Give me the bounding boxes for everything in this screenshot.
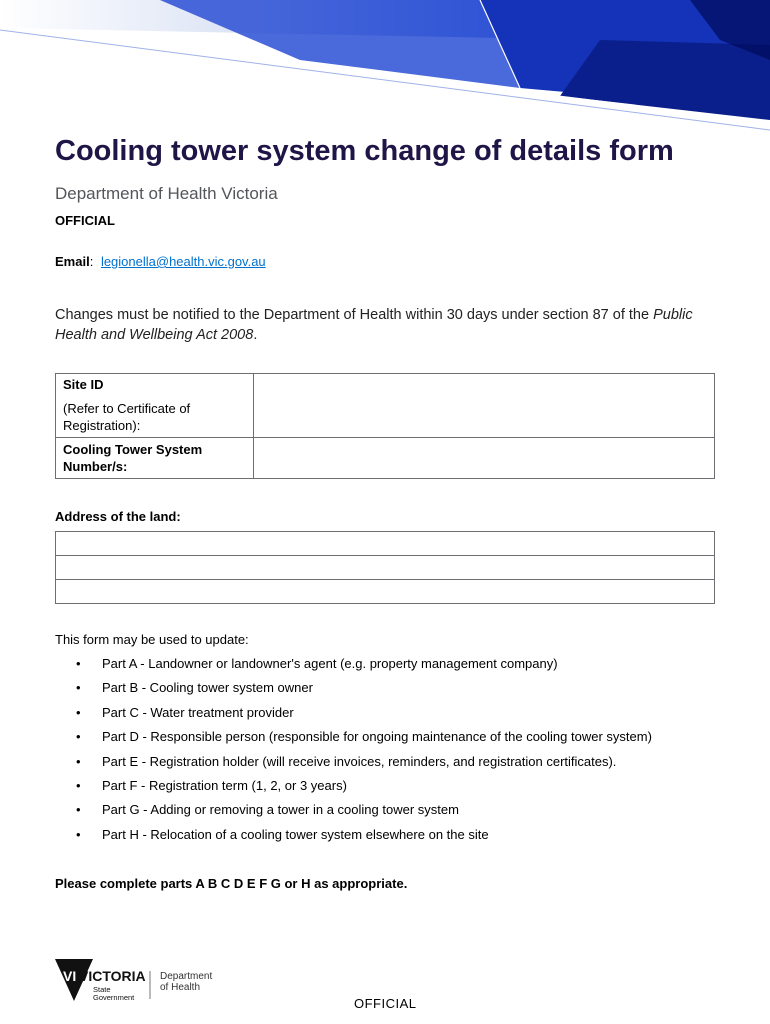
bullet-icon: • [76, 680, 81, 696]
site-id-hint: (Refer to Certificate of Registration): [63, 401, 191, 433]
address-row [56, 556, 715, 580]
completion-instruction: Please complete parts A B C D E F G or H as appropriate. [55, 876, 408, 891]
part-label: Part H - Relocation of a cooling tower system elsewhere on the site [102, 826, 489, 842]
address-row [56, 580, 715, 604]
site-id-label-cell [56, 374, 254, 438]
notification-notice [55, 305, 725, 345]
bullet-icon: • [76, 753, 81, 769]
part-label: Part D - Responsible person (responsible for ongoing maintenance of the cooling tower system) [102, 729, 652, 745]
form-title: Cooling tower system change of details form [55, 135, 674, 167]
address-label: Address of the land: [55, 509, 181, 524]
address-line-1-input[interactable] [56, 532, 715, 556]
bullet-icon: • [76, 656, 81, 671]
list-item [55, 727, 652, 751]
logo-word-part: VI [63, 968, 77, 984]
notice-text: Changes must be notified to the Department of Health within 30 days under section 87 of the [55, 307, 654, 323]
logo-government: Government [93, 993, 135, 1002]
victoria-state-government-logo [55, 957, 255, 1005]
part-label: Part E - Registration holder (will receive invoices, reminders, and registration certificates). [102, 753, 617, 769]
system-number-label-cell [56, 438, 254, 479]
site-id-label: Site ID [63, 377, 104, 392]
logo-dept-line2: of Health [160, 982, 201, 993]
logo-word: VICTORIA [79, 968, 146, 984]
part-label: Part G - Adding or removing a tower in a cooling tower system [102, 802, 459, 818]
list-item [55, 703, 652, 727]
list-item [55, 654, 652, 678]
list-item [55, 678, 652, 702]
department-name: Department of Health Victoria [55, 184, 278, 203]
list-item [55, 825, 652, 849]
system-number-label: Cooling Tower System Number/s: [63, 442, 203, 474]
address-table [55, 531, 715, 604]
address-line-2-input[interactable] [56, 556, 715, 580]
site-id-input-cell[interactable] [254, 374, 715, 438]
notice-act-name: Public Health and Wellbeing Act 2008 [55, 307, 693, 343]
classification-label: OFFICIAL [55, 213, 115, 228]
list-item [55, 800, 652, 824]
part-label: Part A - Landowner or landowner's agent (e.g. property management company) [102, 656, 558, 671]
footer-classification: OFFICIAL [354, 996, 417, 1011]
system-number-row [56, 438, 715, 479]
system-number-input-cell[interactable] [254, 438, 715, 479]
email-row [55, 254, 266, 269]
email-label: Email [55, 254, 90, 269]
parts-intro: This form may be used to update: [55, 632, 249, 647]
notice-end: . [253, 327, 258, 343]
address-row [56, 532, 715, 556]
bullet-icon: • [76, 826, 81, 842]
part-label: Part C - Water treatment provider [102, 704, 294, 720]
bullet-icon: • [76, 802, 81, 818]
list-item [55, 776, 652, 800]
logo-state: State [93, 985, 111, 994]
address-line-3-input[interactable] [56, 580, 715, 604]
header-banner-graphic [0, 0, 770, 135]
logo-dept-line1: Department [160, 971, 213, 982]
list-item [55, 752, 652, 776]
site-id-row [56, 374, 715, 438]
part-label: Part F - Registration term (1, 2, or 3 years) [102, 777, 347, 793]
bullet-icon: • [76, 777, 81, 793]
site-details-table [55, 373, 715, 479]
bullet-icon: • [76, 704, 81, 720]
part-label: Part B - Cooling tower system owner [102, 680, 313, 696]
bullet-icon: • [76, 729, 81, 745]
email-link[interactable]: legionella@health.vic.gov.au [100, 254, 266, 269]
email-colon: : [89, 254, 94, 269]
parts-list [55, 654, 652, 849]
